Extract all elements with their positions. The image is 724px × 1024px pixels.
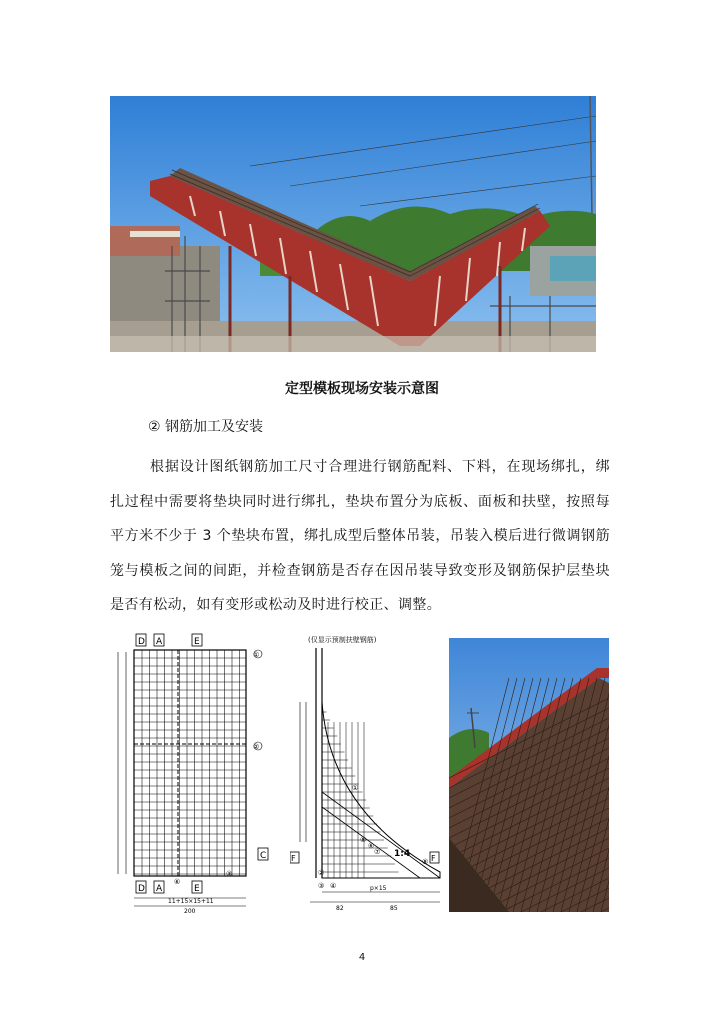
section-mark-e-top: E [194,637,200,647]
bottom-dimension-total: 200 [184,908,196,914]
figure-caption: 定型模板现场安装示意图 [285,381,439,397]
section-mark-f-left: F [291,854,296,863]
formwork-site-photo [110,96,596,352]
bottom-dimension: 11+15×15+11 [168,898,214,905]
callout-3: ③ [226,870,233,878]
section-mark-f-right: F [431,854,436,863]
callout-4: ④ [330,882,337,890]
callout-5: ⑤ [360,836,367,844]
dim-mid: p×15 [370,885,387,892]
dim-right: 85 [390,905,398,912]
callout-2: ② [318,869,325,877]
section-mark-e-bottom: E [194,884,200,894]
body-paragraph: 根据设计图纸钢筋加工尺寸合理进行钢筋配料、下料，在现场绑扎，绑扎过程中需要将垫块同时进行绑扎，垫块布置分为底板、面板和扶壁，按照每平方米不少于 3 个垫块布置，绑扎成型后整体吊装，吊装入模后进行微调钢筋笼与模板之间的间距，并检查钢筋是否存在因吊装导致变形及钢筋保护层垫块是否有松动，如有变形或松动及时进行校正、调整。 [110,459,610,613]
callout-8: ⑧ [422,858,429,866]
drawing-title: (仅显示预制扶壁钢筋) [308,636,377,644]
callout-6: ⑥ [368,842,375,850]
section-mark-a-top: A [156,637,163,647]
rebar-cage-photo [449,638,609,912]
section-mark-d-bottom: D [138,884,145,894]
section-heading: ② 钢筋加工及安装 [148,419,264,435]
callout-3: ③ [318,882,325,890]
section-mark-a-bottom: A [156,884,163,894]
callout-1: ① [253,651,260,659]
section-mark-d-top: D [138,637,145,647]
callout-6: ⑥ [174,878,181,886]
callout-2: ② [253,743,260,751]
dim-left: 82 [336,905,344,912]
section-mark-c: C [260,851,267,861]
counterfort-rebar-drawing [290,632,442,914]
page-number: 4 [358,952,366,963]
slope-label: 1:4 [394,849,411,859]
rebar-elevation-drawing [106,632,276,914]
callout-7: ⑦ [374,848,381,856]
callout-1: ① [352,784,359,792]
